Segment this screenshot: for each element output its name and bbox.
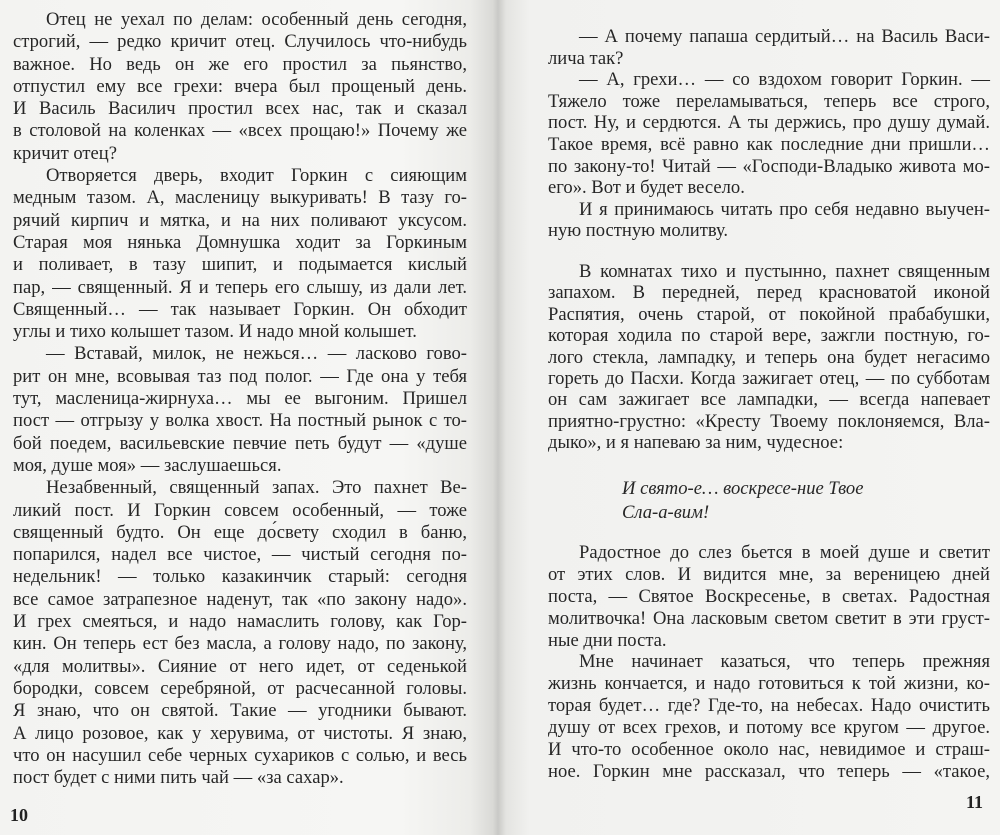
text-line: И грех смеяться, и надо намаслить голову, как Гор-	[13, 611, 467, 633]
text-line: — А, грехи… — со вздохом говорит Горкин. —	[579, 69, 990, 91]
text-line: лича так?	[548, 47, 624, 69]
text-line: тут, масленица-жирнуха… мы ее выгоним. Пришел	[13, 388, 467, 410]
text-line: Тяжело тоже переламываться, теперь все строго,	[548, 90, 990, 112]
text-line: кричит отец?	[13, 142, 117, 164]
text-line: по закону-то! Читай — «Господи-Владыко живота мо-	[548, 155, 990, 177]
text-line: недельник! — только казакинчик старый: сегодня	[13, 566, 467, 588]
text-line: все самое затрапезное наденут, так «по закону надо».	[13, 588, 467, 610]
text-line: пост. Ну, и сердются. А ты держись, про душу думай.	[548, 112, 990, 134]
text-line: Такое время, всё равно как последние дни пришли…	[548, 133, 990, 155]
text-line: пост будет с ними пить чай — «за сахар».	[13, 767, 344, 789]
right-page-section-b	[548, 261, 990, 454]
text-line: ную постную молитву.	[548, 220, 729, 242]
text-line: Радостное до слез бьется в моей душе и светит	[579, 542, 990, 563]
text-line: гореть до Пасхи. Когда зажигает отец, — по субботам	[548, 367, 990, 389]
text-line: жизнь кончается, и надо готовиться к той жизни, ко-	[548, 673, 990, 695]
page-number-right: 11	[966, 792, 984, 812]
text-line: попарился, надел все чистое, — чистый сегодня по-	[13, 544, 467, 566]
text-line: важное. Но ведь он же его простил за пьянство,	[13, 53, 467, 75]
text-line: которая ходила по старой вере, зажгли постную, го-	[548, 325, 990, 347]
text-line: А лицо розовое, как у херувима, от чистоты. Я знаю,	[13, 722, 467, 744]
text-line: рит он мне, всовывая таз под полог. — Где она у тебя	[13, 365, 467, 387]
left-page-text	[13, 9, 467, 789]
text-line: Старая моя нянька Домнушка ходит за Горкиным	[13, 231, 467, 253]
text-line: И что-то особенное около нас, невидимое и страш-	[548, 739, 990, 761]
text-line: углы и тихо колышет тазом. И надо мной колышет.	[13, 321, 417, 343]
text-line: И свято-е… воскресе-ние Твое	[622, 478, 864, 499]
text-line: «для молитвы». Сияние от него идет, от седенькой	[13, 655, 467, 677]
text-line: поста, — Святое Воскресенье, в светах. Радостная	[548, 585, 990, 607]
right-page-section-d	[548, 542, 990, 783]
text-line: И Василь Василич простил всех нас, так и сказал	[13, 98, 467, 120]
text-line: И я принимаюсь читать про себя недавно выучен-	[579, 198, 990, 220]
text-line: и поливает, в тазу шипит, и подымается кислый	[13, 254, 467, 276]
verse-quote	[622, 477, 982, 525]
text-line: священный будто. Он еще до́свету сходил в баню,	[13, 521, 467, 543]
page-number-left: 10	[10, 805, 28, 825]
text-line: что он насушил себе черных сухариков с солью, и весь	[13, 744, 467, 766]
text-line: Отворяется дверь, входит Горкин с сияющим	[46, 165, 467, 187]
text-line: бородки, совсем серебряной, от расчесанной головы.	[13, 677, 467, 699]
text-line: молитвочка! Она ласковым светом светит в эти груст-	[548, 607, 990, 629]
text-line: — А почему папаша сердитый… на Василь Васи-	[579, 26, 990, 47]
text-line: лого стекла, лампадку, и теперь она будет негасимо	[548, 346, 990, 368]
text-line: Священный… — так называет Горкин. Он обходит	[13, 298, 467, 320]
text-line: Отец не уехал по делам: особенный день сегодня,	[46, 9, 467, 30]
text-line: пар, — священный. Я и теперь его слышу, из дали лет.	[13, 276, 467, 298]
text-line: ное. Горкин мне рассказал, что теперь — «такое,	[548, 760, 990, 782]
text-line: кин. Он теперь ест без масла, а голову надо, по закону,	[13, 633, 467, 655]
text-line: Распятия, очень старой, от покойной прабабушки,	[548, 303, 990, 325]
text-line: строгий, — редко кричит отец. Случилось что-нибудь	[13, 31, 467, 53]
text-line: Мне начинает казаться, что теперь прежняя	[579, 651, 990, 673]
text-line: бой поедем, васильевские певчие петь будут — «душе	[13, 432, 467, 454]
text-line: приятно-грустно: «Кресту Твоему поклоняемся, Вла-	[548, 410, 990, 432]
text-line: душу от всех грехов, и потому все кругом — другое.	[548, 717, 990, 739]
text-line: В комнатах тихо и пустынно, пахнет священным	[579, 261, 990, 282]
text-line: ликий пост. И Горкин совсем особенный, — тоже	[13, 499, 467, 521]
text-line: моя, душе моя» — заслушаешься.	[13, 454, 282, 476]
text-line: Незабвенный, священный запах. Это пахнет Ве-	[46, 477, 467, 499]
text-line: его». Вот и будет весело.	[548, 177, 745, 199]
text-line: — Вставай, милок, не нежься… — ласково гово-	[46, 343, 467, 365]
text-line: медным тазом. А, масленицу выкуривать! В тазу го-	[13, 187, 467, 209]
text-line: ные дни поста.	[548, 629, 667, 651]
text-line: торая будет… где? Где-то, на небесах. Надо очистить	[548, 695, 990, 717]
text-line: пост — отгрызу у волка хвост. На постный рынок с то-	[13, 410, 467, 432]
text-line: рячий кирпич и мятка, и на них поливают уксусом.	[13, 209, 467, 231]
text-line: дыко», и я напеваю за ним, чудесное:	[548, 432, 844, 454]
text-line: он сам зажигает все лампадки, — всегда напевает	[548, 389, 990, 411]
text-line: от этих слов. И видится мне, за вереницею дней	[548, 563, 990, 585]
right-page-section-a	[548, 26, 990, 242]
text-line: отпустил ему все грехи: вчера был прощеный день.	[13, 75, 467, 97]
text-line: Я знаю, что он святой. Такие — угодники бывают.	[13, 700, 467, 722]
text-line: запахом. В передней, перед красноватой иконой	[548, 282, 990, 304]
text-line: в столовой на коленках — «всех прощаю!» Почему же	[13, 120, 467, 142]
text-line: Сла-а-вим!	[622, 502, 710, 523]
